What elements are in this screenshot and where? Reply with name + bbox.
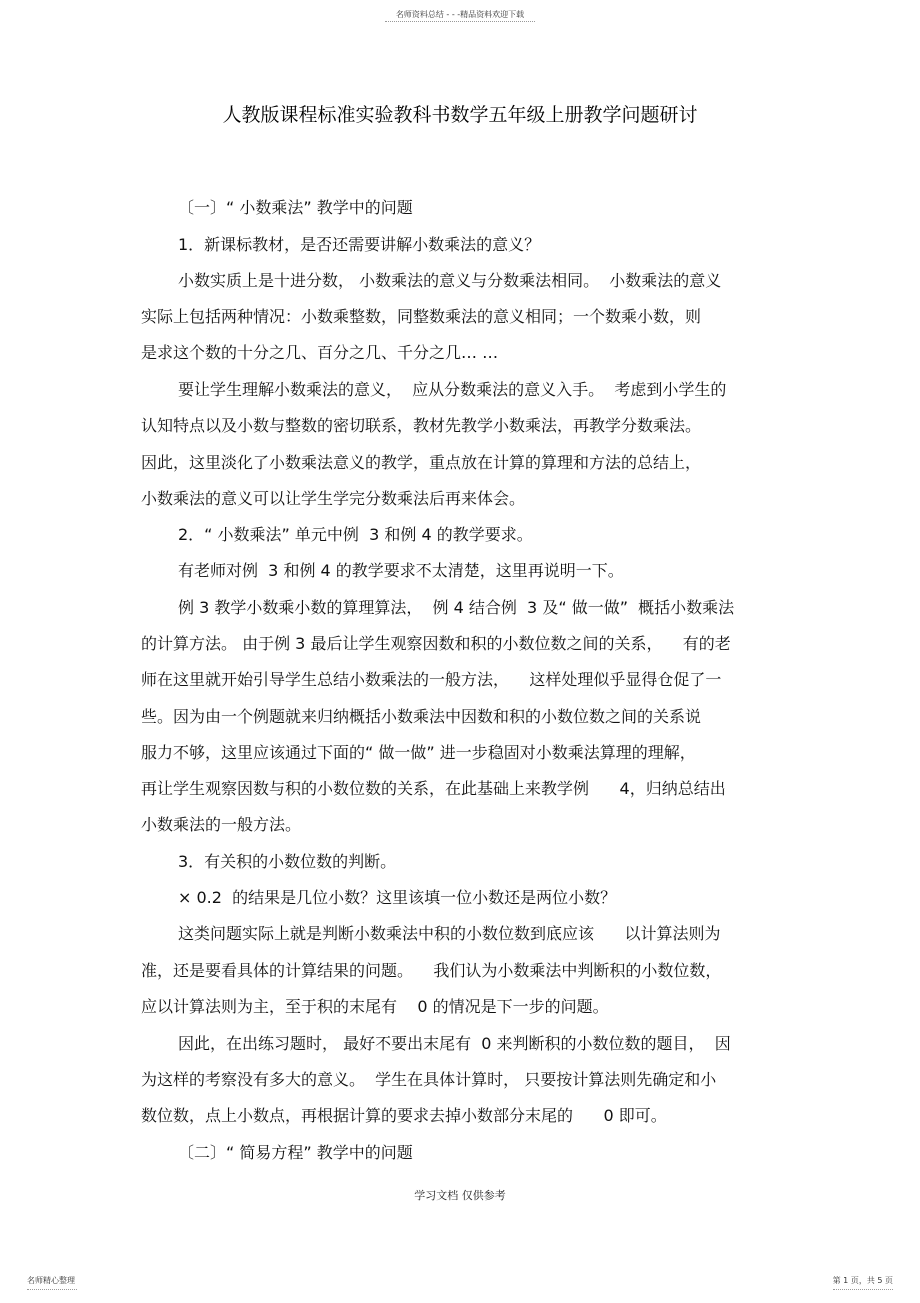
paragraph-line: 服力不够，这里应该通过下面的“ 做一做” 进一步稳固对小数乘法算理的理解，: [141, 743, 696, 762]
paragraph-line: 师在这里就开始引导学生总结小数乘法的一般方法， 这样处理似乎显得仓促了一: [141, 670, 722, 689]
paragraph-line: 实际上包括两种情况：小数乘整数，同整数乘法的意义相同；一个数乘小数，则: [141, 307, 702, 326]
section-heading-2: 〔二〕“ 简易方程” 教学中的问题: [178, 1143, 413, 1162]
paragraph-line: 是求这个数的十分之几、百分之几、千分之几… …: [141, 343, 499, 362]
page-number: 第 1 页，共 5 页: [832, 1276, 893, 1285]
footer-note: 学习文档 仅供参考: [414, 1189, 506, 1202]
paragraph-line: 小数乘法的一般方法。: [141, 815, 302, 834]
paragraph-line: 准，还是要看具体的计算结果的问题。 我们认为小数乘法中判断积的小数位数，: [141, 961, 722, 980]
document-title: 人教版课程标准实验教科书数学五年级上册教学问题研讨: [222, 104, 698, 126]
footer-right-dotted-rule: [833, 1289, 893, 1290]
paragraph-line: 小数乘法的意义可以让学生学完分数乘法后再来体会。: [141, 489, 526, 508]
paragraph-line: 小数实质上是十进分数， 小数乘法的意义与分数乘法相同。 小数乘法的意义: [178, 271, 722, 290]
paragraph-line: 因此，这里淡化了小数乘法意义的教学，重点放在计算的算理和方法的总结上，: [141, 453, 702, 472]
paragraph-line: 认知特点以及小数与整数的密切联系，教材先教学小数乘法，再教学分数乘法。: [141, 416, 702, 435]
paragraph-line: 有老师对例 3 和例 4 的教学要求不太清楚，这里再说明一下。: [178, 561, 624, 580]
question-3: 3．有关积的小数位数的判断。: [178, 852, 397, 871]
paragraph-line: 再让学生观察因数与积的小数位数的关系，在此基础上来教学例 4，归纳总结出: [141, 779, 726, 798]
paragraph-line: 为这样的考察没有多大的意义。 学生在具体计算时， 只要按计算法则先确定和小: [141, 1070, 717, 1089]
section-heading-1: 〔一〕“ 小数乘法” 教学中的问题: [178, 198, 413, 217]
paragraph-line: 数位数，点上小数点，再根据计算的要求去掉小数部分末尾的 0 即可。: [141, 1106, 667, 1125]
paragraph-line: 些。因为由一个例题就来归纳概括小数乘法中因数和积的小数位数之间的关系说: [141, 707, 702, 726]
paragraph-line: 例 3 教学小数乘小数的算理算法， 例 4 结合例 3 及“ 做一做” 概括小数乘法: [178, 598, 735, 617]
paragraph-line: × 0.2 的结果是几位小数？这里该填一位小数还是两位小数？: [178, 888, 617, 907]
header-dotted-rule: [385, 21, 535, 22]
question-1: 1．新课标教材，是否还需要讲解小数乘法的意义？: [178, 235, 541, 254]
footer-left-text: 名师精心整理: [27, 1276, 75, 1285]
paragraph-line: 要让学生理解小数乘法的意义， 应从分数乘法的意义入手。 考虑到小学生的: [178, 380, 727, 399]
paragraph-line: 的计算方法。 由于例 3 最后让学生观察因数和积的小数位数之间的关系， 有的老: [141, 634, 731, 653]
paragraph-line: 应以计算法则为主，至于积的末尾有 0 的情况是下一步的问题。: [141, 997, 609, 1016]
paragraph-line: 因此，在出练习题时， 最好不要出末尾有 0 来判断积的小数位数的题目， 因: [178, 1034, 731, 1053]
question-2: 2．“ 小数乘法” 单元中例 3 和例 4 的教学要求。: [178, 525, 533, 544]
footer-left-dotted-rule: [27, 1289, 77, 1290]
page-header-text: 名师资料总结 - - -精品资料欢迎下载: [395, 10, 525, 19]
paragraph-line: 这类问题实际上就是判断小数乘法中积的小数位数到底应该 以计算法则为: [178, 924, 721, 943]
